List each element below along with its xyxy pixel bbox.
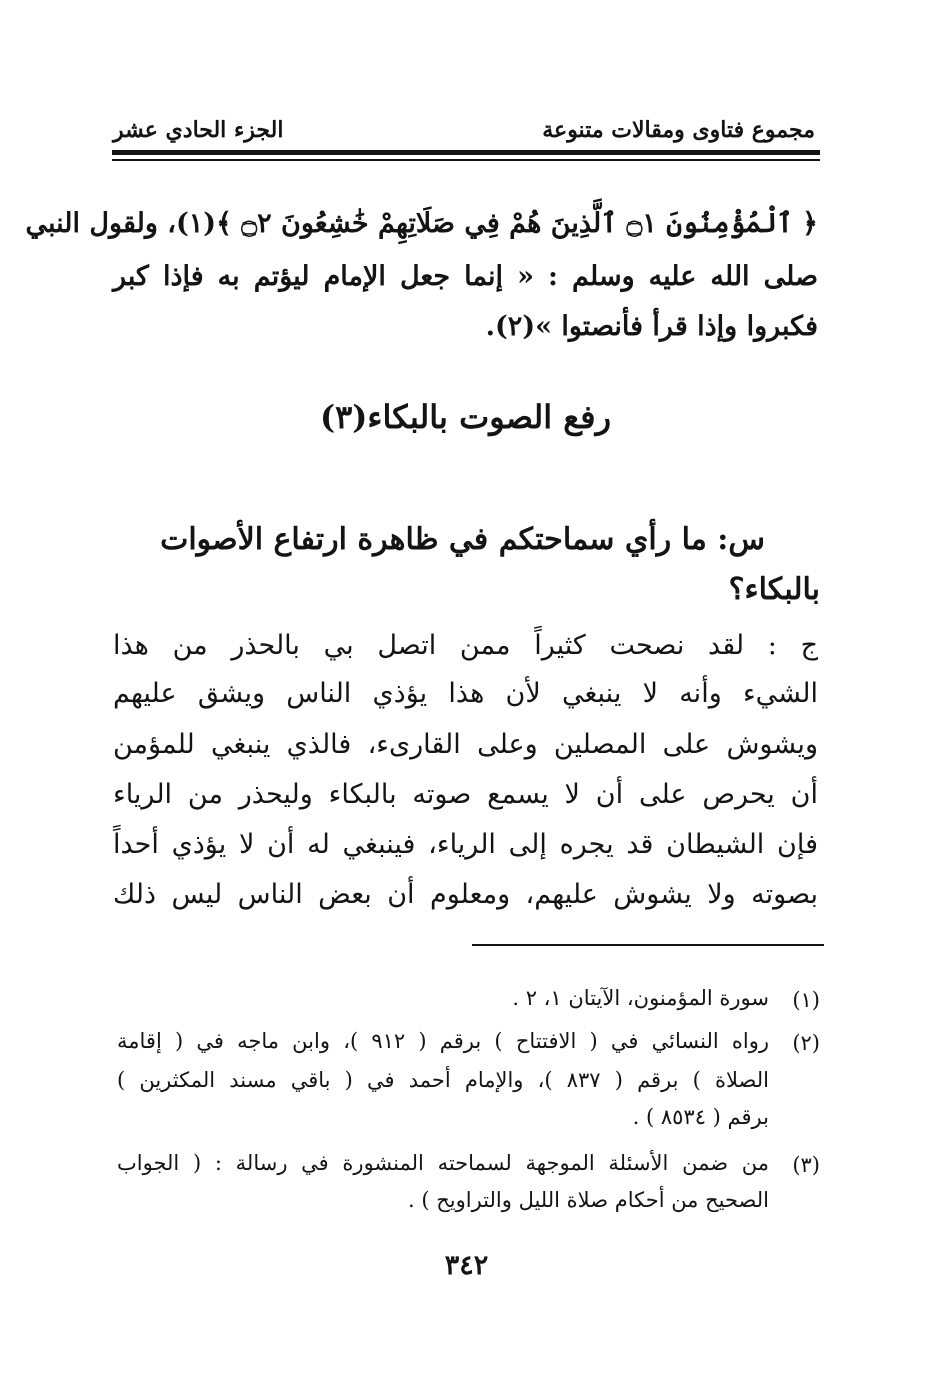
- footnote-2-line-2: الصلاة ) برقم ( ٨٣٧ )، والإمام أحمد في ( باقي مسند المكثرين ): [117, 1068, 769, 1092]
- section-heading: رفع الصوت بالبكاء(٣): [319, 398, 612, 436]
- footnote-2-line-3: برقم ( ٨٥٣٤ ) .: [632, 1105, 769, 1129]
- answer-line-5: فإن الشيطان قد يجره إلى الرياء، فينبغي له أن لا يؤذي أحداً: [113, 829, 818, 860]
- question-line-2: بالبكاء؟: [728, 572, 820, 607]
- footnote-separator: [472, 944, 824, 946]
- intro-line-2: صلى الله عليه وسلم : « إنما جعل الإمام ليؤتم به فإذا كبر: [113, 261, 818, 292]
- footnote-1-text: سورة المؤمنون، الآيتان ١، ٢ .: [512, 986, 769, 1010]
- header-rule-thick: [112, 150, 820, 155]
- answer-line-6: بصوته ولا يشوش عليهم، ومعلوم أن بعض الناس ليس ذلك: [113, 879, 818, 910]
- question-line-1: س: ما رأي سماحتكم في ظاهرة ارتفاع الأصوات: [160, 522, 765, 557]
- book-title: مجموع فتاوى ومقالات متنوعة: [542, 117, 815, 143]
- answer-line-4: أن يحرص على أن لا يسمع صوته بالبكاء وليحذر من الرياء: [113, 779, 818, 810]
- footnote-1-number: (١): [792, 988, 820, 1012]
- volume-label: الجزء الحادي عشر: [113, 117, 284, 143]
- answer-line-2: الشيء وأنه لا ينبغي لأن هذا يؤذي الناس ويشق عليهم: [113, 678, 818, 709]
- footnote-2-line-1: رواه النسائي في ( الافتتاح ) برقم ( ٩١٢ )، وابن ماجه في ( إقامة: [117, 1029, 769, 1053]
- footnote-3-line-1: من ضمن الأسئلة الموجهة لسماحته المنشورة في رسالة : ( الجواب: [117, 1151, 769, 1175]
- footnote-2-number: (٢): [792, 1031, 820, 1055]
- answer-line-1: ج : لقد نصحت كثيراً ممن اتصل بي بالحذر من هذا: [113, 630, 818, 661]
- intro-line-1: ﴿ ٱلْمُؤْمِنُونَ ۝١ ٱلَّذِينَ هُمْ فِي صَلَاتِهِمْ خَٰشِعُونَ ۝٢ ﴾(١)، ولقول النبي: [25, 208, 818, 239]
- intro-line-3: فكبروا وإذا قرأ فأنصتوا »(٢).: [485, 311, 818, 342]
- header-rule-thin: [112, 159, 820, 161]
- footnote-3-line-2: الصحيح من أحكام صلاة الليل والتراويح ) .: [408, 1188, 769, 1212]
- footnote-3-number: (٣): [792, 1153, 820, 1177]
- answer-line-3: ويشوش على المصلين وعلى القارىء، فالذي ينبغي للمؤمن: [113, 729, 818, 760]
- page-number: ٣٤٢: [444, 1250, 489, 1281]
